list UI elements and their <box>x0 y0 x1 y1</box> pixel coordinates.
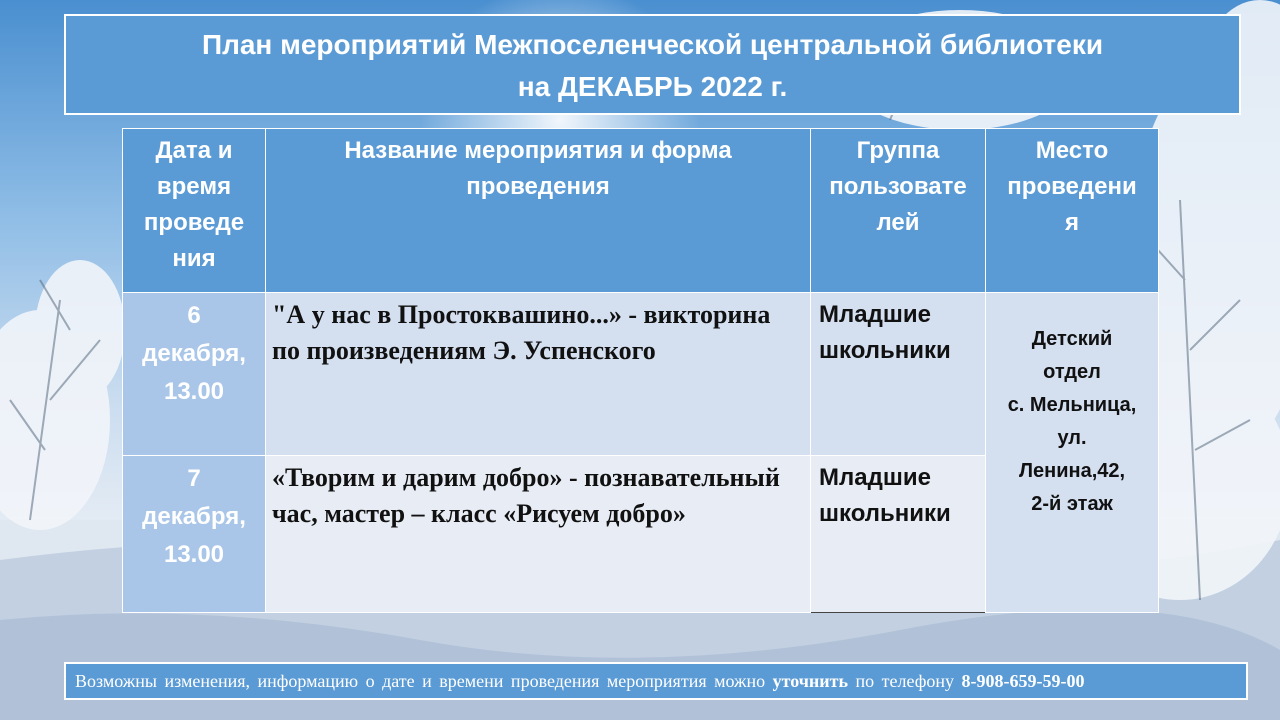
event-title-cell: «Творим и дарим добро» - познавательный час, мастер – класс «Рисуем добро» <box>266 456 811 613</box>
header-venue: Место проведени я <box>986 129 1159 293</box>
page-title-banner <box>64 14 1241 115</box>
event-date-cell: 6 декабря, 13.00 <box>123 293 266 456</box>
event-group-cell: Младшие школьники <box>811 293 986 456</box>
footer-phone: 8-908-659-59-00 <box>961 671 1085 691</box>
footer-notice <box>64 662 1248 700</box>
event-group-cell: Младшие школьники <box>811 456 986 613</box>
event-venue-cell: Детский отдел с. Мельница, ул. Ленина,42, 2-й этаж <box>986 293 1159 613</box>
header-event-name: Название мероприятия и форма проведения <box>266 129 811 293</box>
footer-text-2: по телефону <box>848 671 962 691</box>
footer-text: Возможны изменения, информацию о дате и времени проведения мероприятия можно <box>75 671 773 691</box>
page-title-line-2: на ДЕКАБРЬ 2022 г. <box>517 71 788 102</box>
header-date-time: Дата и время проведе ния <box>123 129 266 293</box>
table-row <box>123 293 1159 456</box>
event-title-cell: "А у нас в Простоквашино...» - викторина по произведениям Э. Успенского <box>266 293 811 456</box>
table-header-row <box>123 129 1159 293</box>
page-title-line-1: План мероприятий Межпоселенческой центральной библиотеки <box>201 29 1104 60</box>
header-user-group: Группа пользовате лей <box>811 129 986 293</box>
event-date-cell: 7 декабря, 13.00 <box>123 456 266 613</box>
footer-emphasis: уточнить <box>772 671 849 691</box>
events-table <box>122 128 1159 613</box>
